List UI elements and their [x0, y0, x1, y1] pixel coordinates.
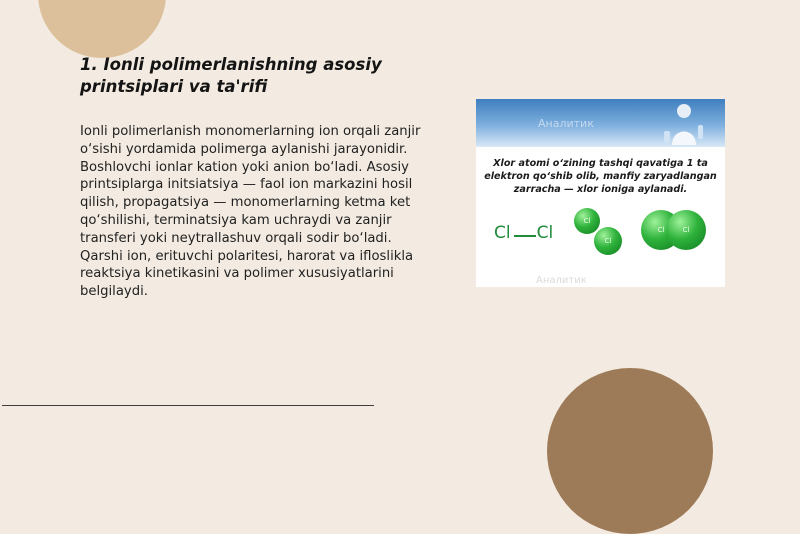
horizontal-divider [2, 405, 374, 406]
chlorine-molecule-sphere: Cl [641, 210, 681, 250]
slide-body-text: Ionli polimerlanish monomerlarning ion orqali zanjir o‘sishi yordamida polimerga aylanishi jarayonidir. Boshlovchi ionlar kation yoki anion bo‘ladi. Asosiy printsiplarga initsiatsiya — faol ion markazini hosil qilish, propagatsiya — monomerlarning ketma ket qo‘shilishi, terminatsiya kam uchraydi va zanjir transferi yoki neytrallashuv orqali sodir bo‘ladi. Qarshi ion, erituvchi polaritesi, harorat va ifloslikla reaktsiya kinetikasini va polimer xususiyatlarini belgilaydi. [80, 124, 421, 300]
image-footer-watermark: Аналитик [536, 275, 587, 286]
chlorine-atom-sphere: Cl [574, 208, 600, 234]
scientist-icon [654, 101, 716, 145]
decorative-circle-bottom [547, 368, 713, 534]
formula-bond-line [514, 235, 536, 237]
decorative-circle-top [38, 0, 166, 58]
image-watermark: Аналитик [538, 117, 594, 130]
slide-title: 1. Ionli polimerlanishning asosiy printsiplari va ta'rifi [80, 55, 382, 96]
cl2-formula [494, 223, 553, 243]
chlorine-molecule-sphere: Cl [666, 210, 706, 250]
chlorine-atom-sphere: Cl [594, 227, 622, 255]
chlorine-ion-illustration [476, 99, 725, 287]
formula-atom-right: Cl [536, 223, 554, 243]
image-caption: Xlor atomi o‘zining tashqi qavatiga 1 ta elektron qo‘shib olib, manfiy zaryadlangan zarracha — xlor ioniga aylanadi. [484, 158, 717, 195]
formula-atom-left: Cl [494, 223, 511, 243]
